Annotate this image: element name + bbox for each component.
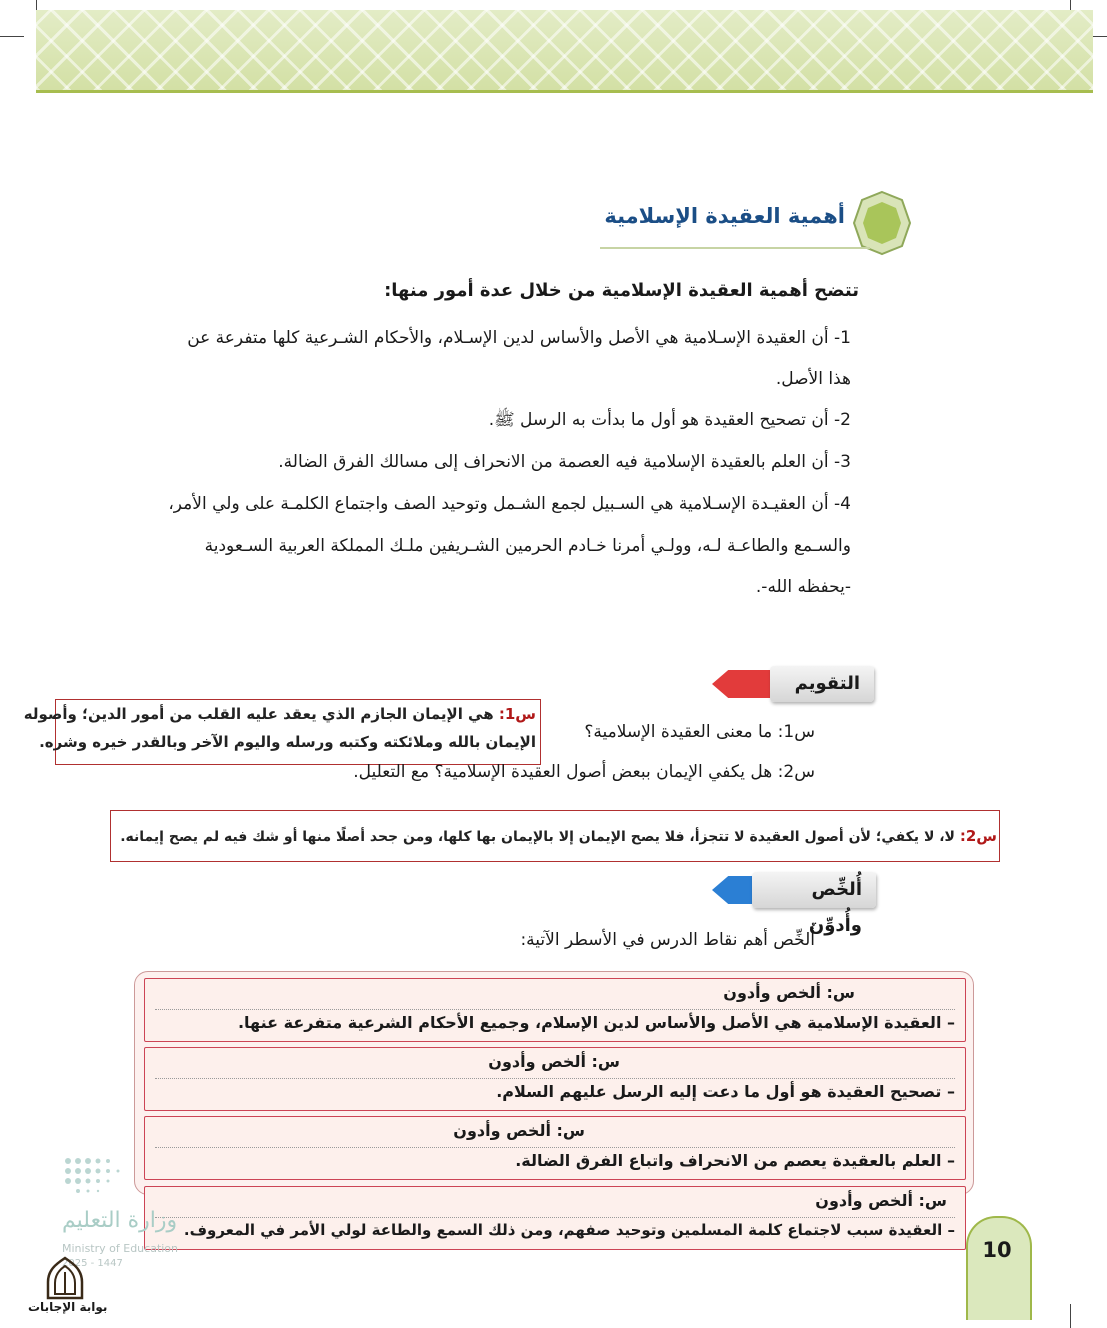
answer-text: لا، لا يكفي؛ لأن أصول العقيدة لا تتجزأ، فلا يصح الإيمان إلا بالإيمان بها كلها، ومن جحد أصلًا منها أو شك فيه لم يصح إيمانه. bbox=[120, 829, 960, 845]
site-logo-text: بوابة الإجابات bbox=[28, 1300, 108, 1314]
crop-mark bbox=[0, 36, 24, 37]
lesson-title: أهمية العقيدة الإسلامية bbox=[604, 204, 845, 228]
crop-mark bbox=[1070, 1304, 1071, 1328]
summary-item-body: – تصحيح العقيدة هو أول ما دعت إليه الرسل عليهم السلام. bbox=[496, 1082, 955, 1101]
summary-item-1 bbox=[144, 978, 966, 1042]
summary-item-head: س: ألخص وأدون bbox=[488, 1052, 620, 1071]
dotted-line bbox=[155, 1147, 955, 1148]
summary-item-2 bbox=[144, 1047, 966, 1111]
point-4: 4- أن العقيـدة الإسـلامية هي السـبيل لجمع الشـمل وتوحيد الصف واجتماع الكلمـة على ولي الأمر، bbox=[168, 494, 851, 514]
dotted-line bbox=[155, 1217, 955, 1218]
title-underline bbox=[600, 247, 870, 249]
answer-box-q1 bbox=[23, 699, 541, 765]
answer-box-q2 bbox=[110, 810, 1000, 862]
summarize-tag: أُلخِّص وأُدوِّن bbox=[752, 872, 876, 908]
summary-item-head: س: ألخص وأدون bbox=[815, 1191, 947, 1210]
answer-label: س1: bbox=[498, 705, 536, 723]
header-pattern-banner bbox=[36, 10, 1093, 93]
summarize-instruction: أُلخِّص أهم نقاط الدرس في الأسطر الآتية: bbox=[520, 930, 815, 950]
intro-heading: تتضح أهمية العقيدة الإسلامية من خلال عدة أمور منها: bbox=[384, 280, 859, 301]
summary-item-body: – العلم بالعقيدة يعصم من الانحراف واتباع الفرق الضالة. bbox=[515, 1151, 955, 1170]
page-number: 10 bbox=[982, 1238, 1012, 1262]
summary-item-head: س: ألخص وأدون bbox=[723, 983, 855, 1002]
point-1: 1- أن العقيدة الإسـلامية هي الأصل والأساس لدين الإسـلام، والأحكام الشـرعية كلها متفرعة عن bbox=[187, 328, 851, 348]
point-2: 2- أن تصحيح العقيدة هو أول ما بدأت به الرسل ﷺ. bbox=[488, 410, 851, 430]
ministry-year: 2025 - 1447 bbox=[62, 1258, 123, 1269]
point-3: 3- أن العلم بالعقيدة الإسلامية فيه العصمة من الانحراف إلى مسالك الفرق الضالة. bbox=[278, 452, 851, 472]
site-logo-icon bbox=[44, 1256, 86, 1300]
dotted-line bbox=[155, 1078, 955, 1079]
summary-item-body: – العقيدة الإسلامية هي الأصل والأساس لدين الإسلام، وجميع الأحكام الشرعية متفرعة عنها. bbox=[237, 1013, 955, 1032]
dotted-line bbox=[155, 1009, 955, 1010]
point-1-continued: هذا الأصل. bbox=[775, 369, 851, 389]
summary-item-4 bbox=[144, 1186, 966, 1250]
summary-item-3 bbox=[144, 1116, 966, 1180]
evaluation-tag: التقويم bbox=[770, 666, 874, 702]
summary-item-body: – العقيدة سبب لاجتماع كلمة المسلمين وتوحيد صفهم، ومن ذلك السمع والطاعة لولي الأمر في المعروف. bbox=[183, 1221, 955, 1239]
page-number-tab bbox=[966, 1216, 1032, 1320]
summary-item-head: س: ألخص وأدون bbox=[453, 1121, 585, 1140]
question-2: س2: هل يكفي الإيمان ببعض أصول العقيدة الإسلامية؟ مع التعليل. bbox=[353, 762, 815, 782]
ministry-dots-logo-icon bbox=[62, 1155, 198, 1199]
answer-label: س2: bbox=[959, 827, 997, 845]
point-4-continued: والسـمع والطاعـة لـه، وولـي أمرنا خـادم الحرمين الشـريفين ملـك المملكة العربية السـعودية bbox=[204, 536, 851, 556]
point-4-end: -يحفظه الله-. bbox=[755, 577, 851, 597]
ministry-name-ar: وزارة التعليم bbox=[62, 1208, 178, 1233]
ministry-name-en: Ministry of Education bbox=[62, 1242, 179, 1255]
answer-text: هي الإيمان الجازم الذي يعقد عليه القلب من أمور الدين؛ وأصوله bbox=[23, 705, 499, 723]
question-1: س1: ما معنى العقيدة الإسلامية؟ bbox=[584, 722, 815, 742]
answer-text-line2: الإيمان بالله وملائكته وكتبه ورسله واليوم الآخر وبالقدر خيره وشره. bbox=[39, 733, 536, 751]
evaluation-arrow-icon bbox=[712, 670, 770, 698]
